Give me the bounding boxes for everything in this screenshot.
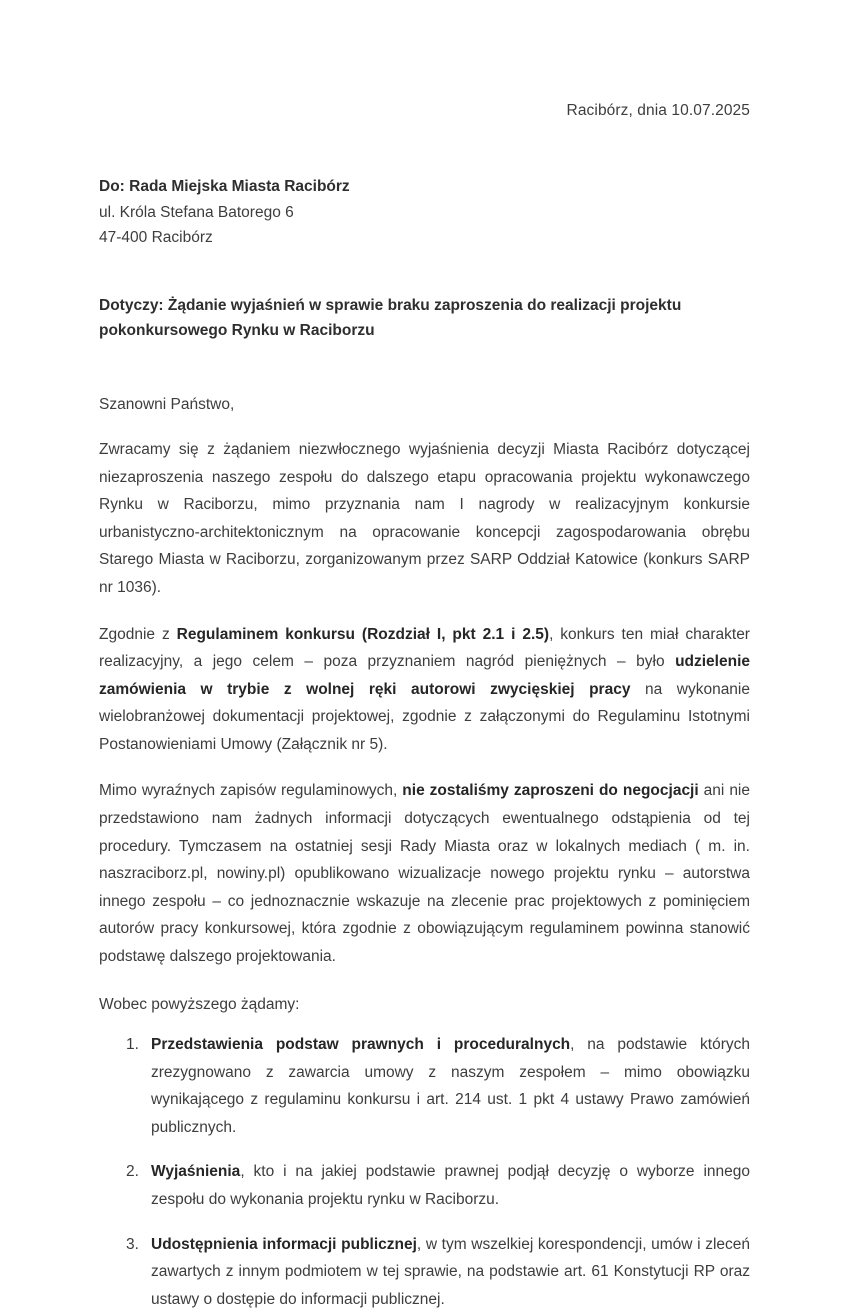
list-item: Udostępnienia informacji publicznej, w tym wszelkiej korespondencji, umów i zleceń zawartych z innym podmiotem w tej sprawie, na podstawie art. 61 Konstytucji RP oraz ustawy o dostępie do informacji publicznej. (151, 1235, 750, 1308)
addressee-city: 47-400 Racibórz (99, 228, 213, 246)
addressee-recipient: Do: Rada Miejska Miasta Racibórz (99, 178, 350, 196)
body-paragraph: Zgodnie z Regulaminem konkursu (Rozdział I, pkt 2.1 i 2.5), konkurs ten miał charakter realizacyjny, a jego celem – poza przyznaniem nagród pieniężnych – było udzielenie zamówienia w trybie z wolnej ręki autorowi zwycięskiej pracy na wykonanie wielobranżowej dokumentacji projektowej, zgodnie z załączonymi do Regulaminu Istotnymi Postanowieniami Umowy (Załącznik nr 5). (99, 625, 750, 753)
body-paragraph: Mimo wyraźnych zapisów regulaminowych, nie zostaliśmy zaproszeni do negocjacji ani nie przedstawiono nam żadnych informacji dotyczących ewentualnego odstąpienia od tej procedury. Tymczasem na ostatniej sesji Rady Miasta oraz w lokalnych mediach ( m. in. naszraciborz.pl, nowiny.pl) opublikowano wizualizacje nowego projektu rynku – autorstwa innego zespołu – co jednoznacznie wskazuje na zlecenie prac projektowych z pominięciem autorów pracy konkursowej, która zgodnie z obowiązującym regulaminem powinna stanowić podstawę dalszego projektowania. (99, 782, 750, 965)
demands-list (99, 1031, 750, 1313)
list-item: Wyjaśnienia, kto i na jakiej podstawie prawnej podjął decyzję o wyborze innego zespołu do wykonania projektu rynku w Raciborzu. (151, 1163, 750, 1208)
demands-intro: Wobec powyższego żądamy: (99, 995, 300, 1013)
body-paragraph: Zwracamy się z żądaniem niezwłocznego wyjaśnienia decyzji Miasta Racibórz dotyczącej niezaproszenia naszego zespołu do dalszego etapu opracowania projektu wykonawczego Rynku w Raciborzu, mimo przyznania nam I nagrody w realizacyjnym konkursie urbanistyczno-architektonicznym na opracowanie koncepcji zagospodarowania obrębu Starego Miasta w Raciborzu, zorganizowanym przez SARP Oddział Katowice (konkurs SARP nr 1036). (99, 441, 750, 597)
subject-line: Dotyczy: Żądanie wyjaśnień w sprawie braku zaproszenia do realizacji projektu pokonkursowego Rynku w Raciborzu (99, 296, 682, 339)
date-line: Racibórz, dnia 10.07.2025 (566, 102, 750, 119)
document-content (99, 0, 750, 1313)
salutation: Szanowni Państwo, (99, 396, 235, 414)
body-paragraphs (99, 436, 750, 970)
addressee-block (99, 174, 750, 249)
list-item: Przedstawienia podstaw prawnych i proceduralnych, na podstawie których zrezygnowano z zawarcia umowy z naszym zespołem – mimo obowiązku wynikającego z regulaminu konkursu i art. 214 ust. 1 pkt 4 ustawy Prawo zamówień publicznych. (151, 1036, 750, 1136)
addressee-street: ul. Króla Stefana Batorego 6 (99, 203, 294, 221)
